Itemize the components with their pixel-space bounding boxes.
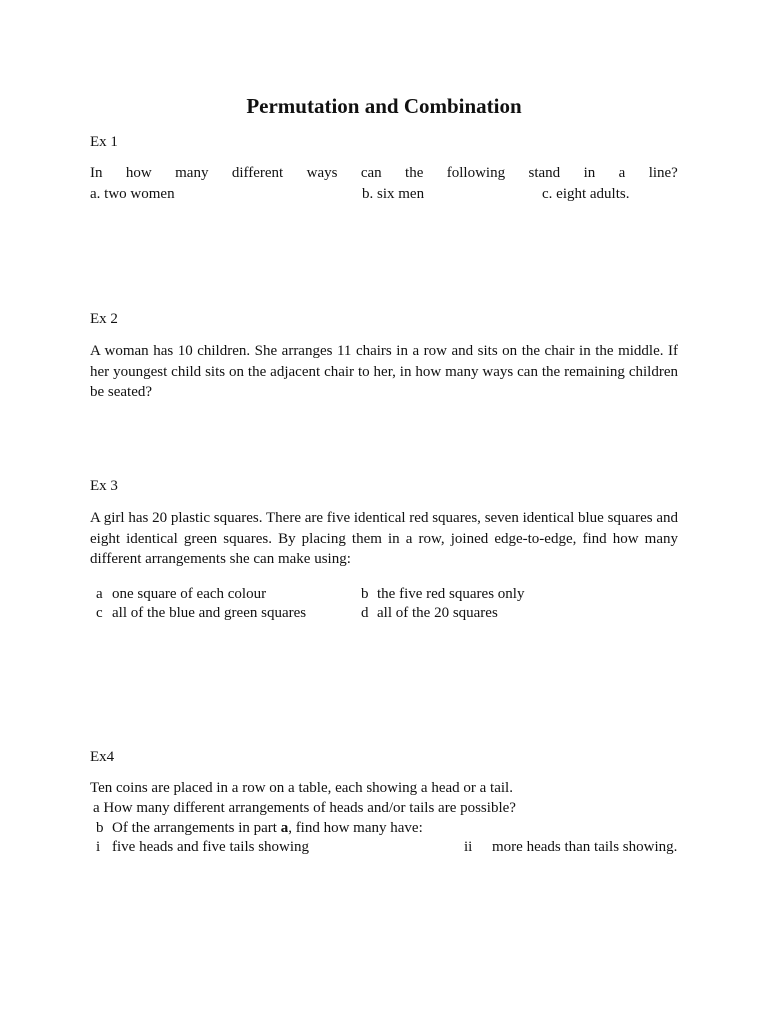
- ex3-part-text: the five red squares only: [377, 586, 525, 602]
- ex4-part-letter: a: [93, 800, 100, 816]
- ex3-part-a: [96, 586, 266, 603]
- ex4-part-b-post: , find how many have:: [288, 820, 423, 836]
- ex4-sub-i: [96, 839, 309, 856]
- ex4-part-letter: b: [96, 820, 104, 836]
- ex1-question: [90, 165, 678, 182]
- ex3-part-letter: c: [96, 605, 103, 621]
- ex4-part-b-bold: a: [280, 820, 289, 836]
- ex3-label: Ex 3: [90, 478, 118, 494]
- ex3-part-text: one square of each colour: [112, 586, 267, 602]
- ex4-sub-text: more heads than tails showing.: [492, 839, 678, 855]
- ex1-option-b: b. six men: [362, 186, 425, 202]
- ex2-label: Ex 2: [90, 311, 118, 327]
- ex1-word: in: [583, 165, 596, 181]
- ex4-intro: Ten coins are placed in a row on a table, each showing a head or a tail.: [90, 780, 513, 796]
- ex1-word: ways: [306, 165, 338, 181]
- ex1-word: different: [231, 165, 284, 181]
- ex1-word: how: [125, 165, 152, 181]
- ex2-text: A woman has 10 children. She arranges 11 chairs in a row and sits on the chair in the middle. If her youngest child sits on the adjacent chair to her, in how many ways can the remaining children be seated?: [90, 343, 678, 400]
- page-title: Permutation and Combination: [246, 94, 522, 118]
- ex1-word: stand: [528, 165, 561, 181]
- ex1-word: many: [175, 165, 209, 181]
- ex4-sub-ii: [464, 839, 677, 856]
- ex3-part-letter: a: [96, 586, 103, 602]
- ex3-part-letter: b: [361, 586, 369, 602]
- ex3-part-text: all of the blue and green squares: [112, 605, 307, 621]
- ex4-sub-label: i: [96, 839, 101, 855]
- ex3-part-d: [361, 605, 498, 622]
- ex3-text: A girl has 20 plastic squares. There are five identical red squares, seven identical blue squares and eight identical green squares. By placing them in a row, joined edge-to-edge, find how many different arrangements she can make using:: [90, 510, 678, 567]
- ex4-sub-label: ii: [464, 839, 473, 855]
- ex4-part-a: [93, 800, 516, 817]
- ex3-part-c: [96, 605, 306, 622]
- ex3-part-letter: d: [361, 605, 369, 621]
- ex1-option-a: a. two women: [90, 186, 175, 202]
- ex1-label: Ex 1: [90, 134, 118, 150]
- ex1-word: In: [90, 165, 103, 181]
- ex1-word: following: [446, 165, 506, 181]
- ex1-word: a: [618, 165, 626, 181]
- ex4-sub-text: five heads and five tails showing: [112, 839, 310, 855]
- ex4-part-b: [96, 820, 423, 837]
- ex1-word: can: [360, 165, 382, 181]
- ex4-part-b-pre: Of the arrangements in part: [112, 820, 281, 836]
- ex1-word: the: [405, 165, 424, 181]
- ex4-label: Ex4: [90, 749, 115, 765]
- ex3-part-text: all of the 20 squares: [377, 605, 498, 621]
- ex1-word: line?: [648, 165, 678, 181]
- ex3-part-b: [361, 586, 524, 603]
- ex1-option-c: c. eight adults.: [542, 186, 630, 202]
- ex4-part-text: How many different arrangements of heads and/or tails are possible?: [103, 800, 516, 816]
